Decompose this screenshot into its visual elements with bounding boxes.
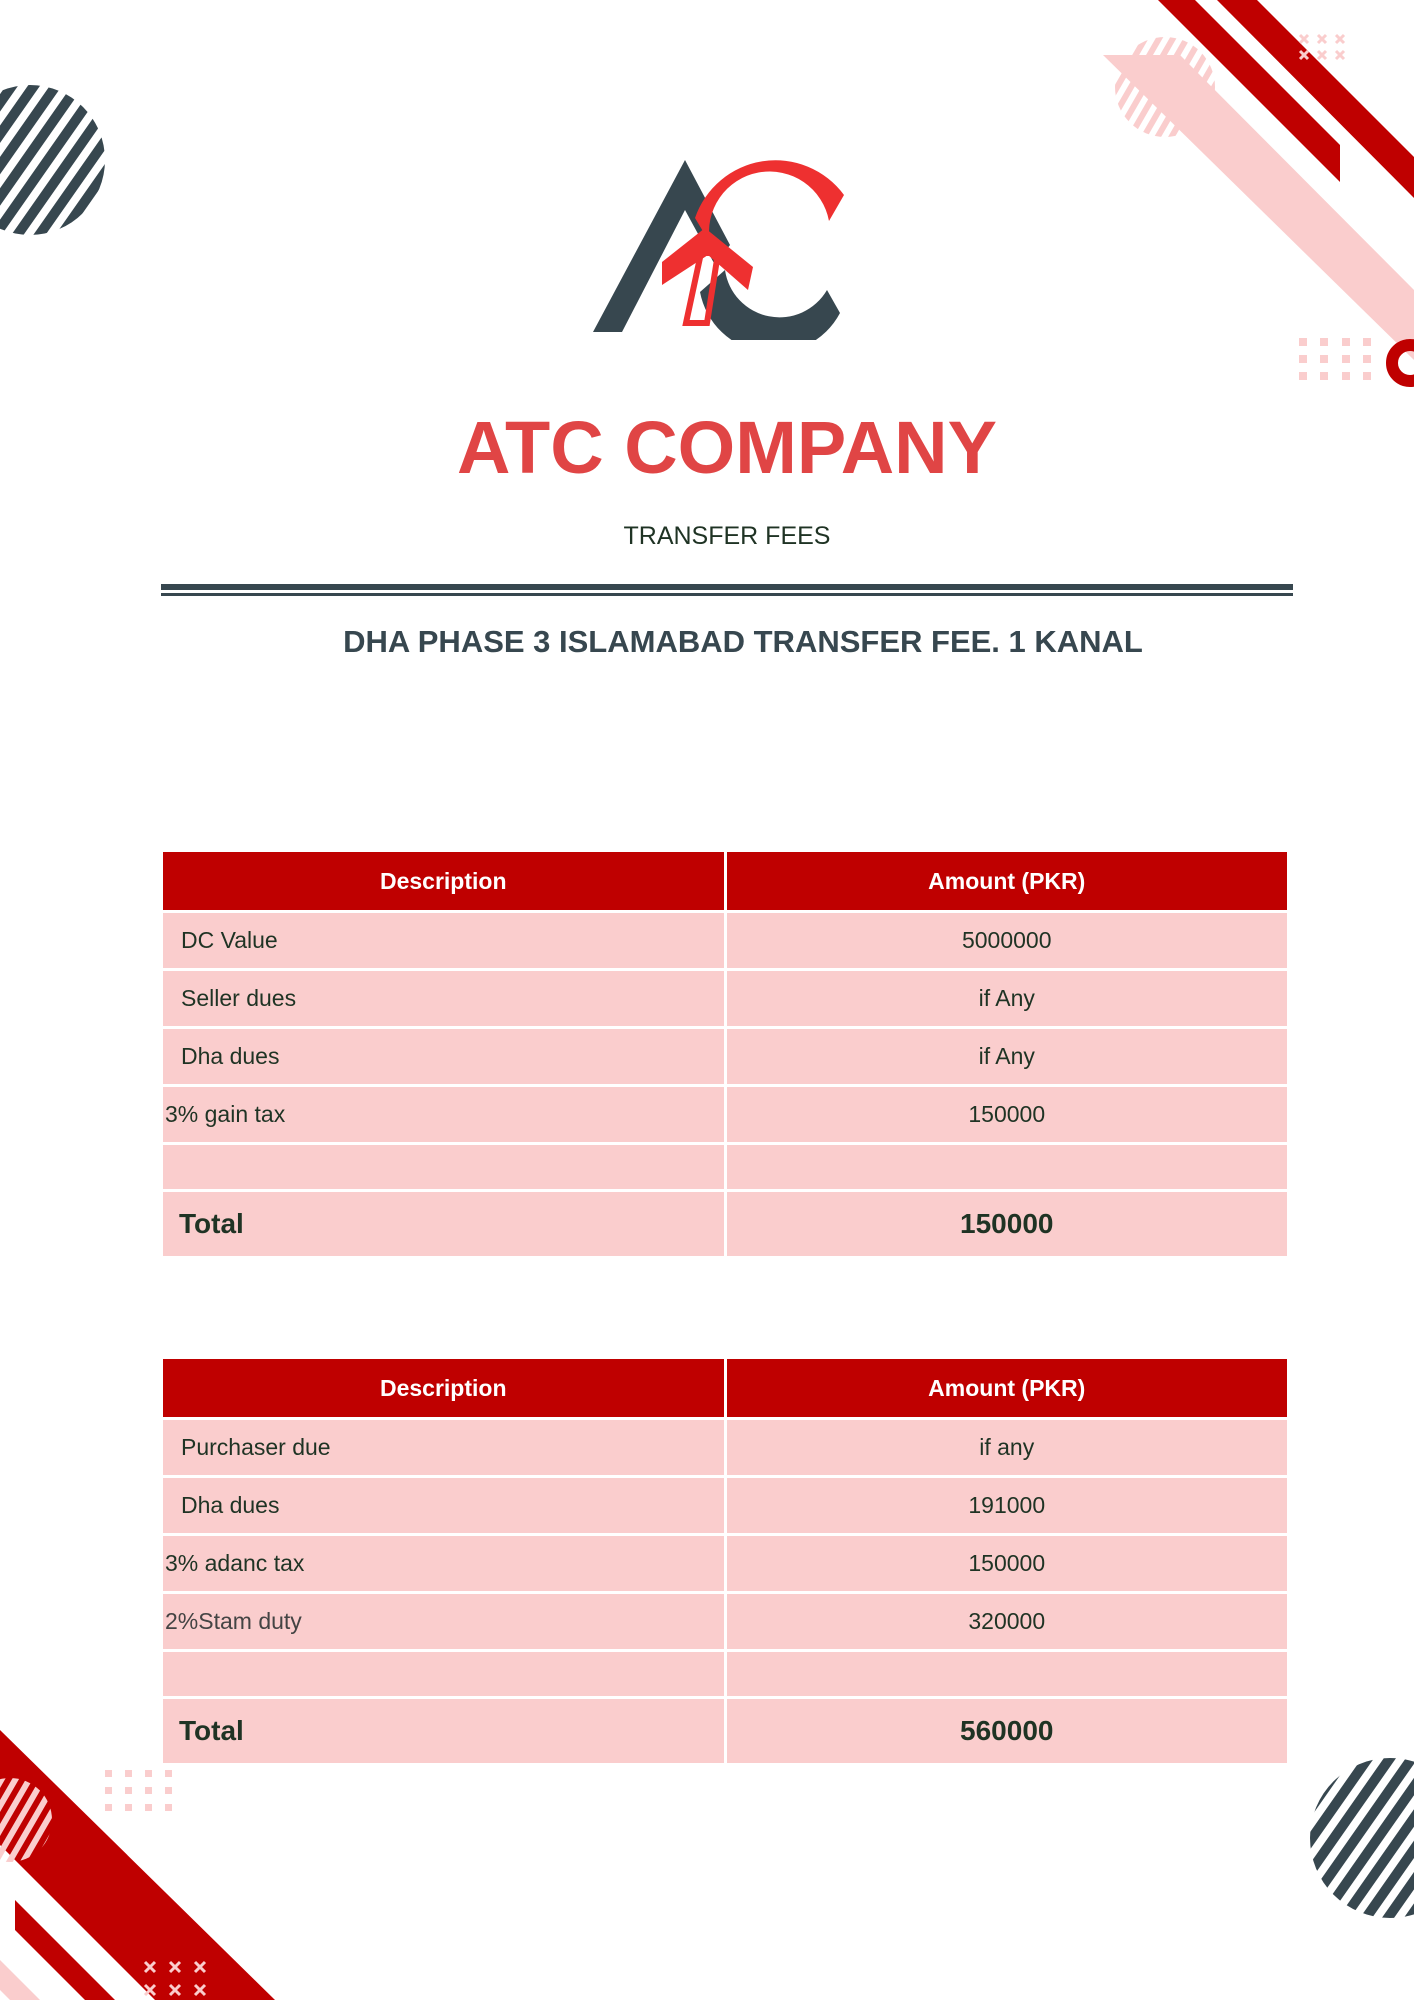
- total-label: Total: [163, 1699, 724, 1763]
- column-header-amount: Amount (PKR): [727, 1359, 1288, 1417]
- striped-circle-top-left: [0, 85, 105, 235]
- row-amount: 5000000: [727, 913, 1288, 968]
- table-header-row: [163, 1359, 1287, 1417]
- column-header-description: Description: [163, 1359, 724, 1417]
- table-row: [163, 971, 1287, 1026]
- divider: [161, 593, 1293, 596]
- total-row: [163, 1699, 1287, 1763]
- atc-logo: [590, 155, 865, 340]
- total-label: Total: [163, 1192, 724, 1256]
- striped-circle-bottom-right: [1310, 1758, 1414, 1918]
- row-description: Dha dues: [163, 1478, 724, 1533]
- row-description: Purchaser due: [163, 1420, 724, 1475]
- empty-cell: [163, 1652, 724, 1696]
- table-header-row: [163, 852, 1287, 910]
- table-row: [163, 1478, 1287, 1533]
- table-row: [163, 1420, 1287, 1475]
- table-row: [163, 1594, 1287, 1649]
- row-description: DC Value: [163, 913, 724, 968]
- total-value: 560000: [727, 1699, 1288, 1763]
- row-amount: 320000: [727, 1594, 1288, 1649]
- row-description: 3% adanc tax: [163, 1536, 724, 1591]
- table-row: [163, 913, 1287, 968]
- divider: [161, 584, 1293, 590]
- column-header-amount: Amount (PKR): [727, 852, 1288, 910]
- row-description: Seller dues: [163, 971, 724, 1026]
- row-amount: if any: [727, 1420, 1288, 1475]
- pink-band-top-right: [1103, 55, 1414, 360]
- empty-cell: [727, 1652, 1288, 1696]
- column-header-description: Description: [163, 852, 724, 910]
- total-value: 150000: [727, 1192, 1288, 1256]
- row-amount: 150000: [727, 1536, 1288, 1591]
- row-amount: if Any: [727, 1029, 1288, 1084]
- table-row: [163, 1029, 1287, 1084]
- document-heading: DHA PHASE 3 ISLAMABAD TRANSFER FEE. 1 KANAL: [343, 624, 1143, 659]
- row-description: Dha dues: [163, 1029, 724, 1084]
- empty-cell: [727, 1145, 1288, 1189]
- seller-fees-table: [160, 849, 1290, 1259]
- red-band-bottom-left: [0, 1730, 275, 2000]
- table-row: [163, 1536, 1287, 1591]
- row-amount: if Any: [727, 971, 1288, 1026]
- table-row: [163, 1087, 1287, 1142]
- document-subtitle: TRANSFER FEES: [623, 522, 831, 550]
- empty-row: [163, 1652, 1287, 1696]
- row-amount: 150000: [727, 1087, 1288, 1142]
- row-description: 3% gain tax: [163, 1087, 724, 1142]
- row-description: 2%Stam duty: [163, 1594, 724, 1649]
- total-row: [163, 1192, 1287, 1256]
- company-name: ATC COMPANY: [457, 406, 997, 489]
- row-amount: 191000: [727, 1478, 1288, 1533]
- empty-row: [163, 1145, 1287, 1189]
- purchaser-fees-table: [160, 1356, 1290, 1766]
- empty-cell: [163, 1145, 724, 1189]
